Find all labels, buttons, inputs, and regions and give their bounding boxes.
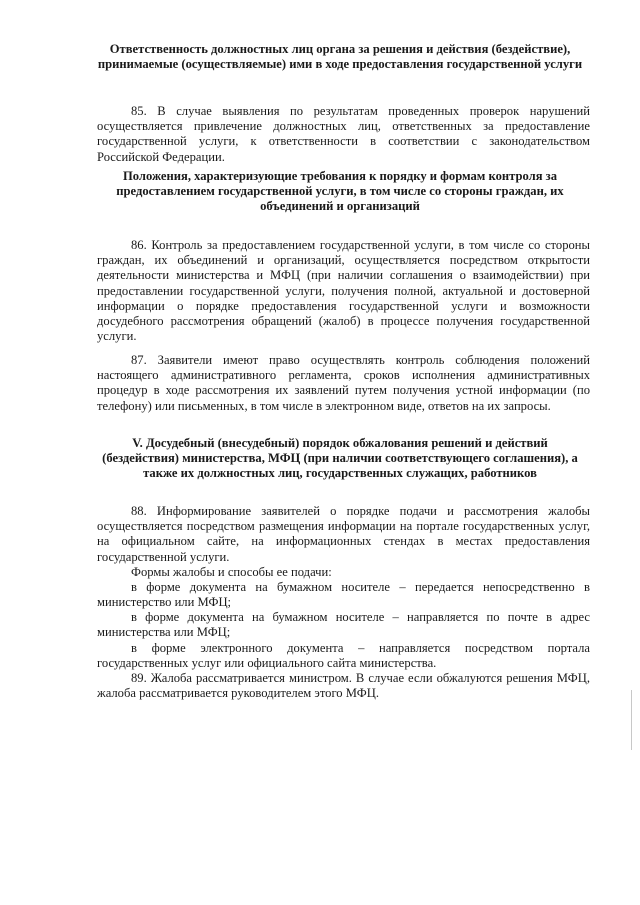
complaint-form-item: в форме документа на бумажном носителе – направляется по почте в адрес министерства или МФЦ; bbox=[97, 610, 590, 640]
section-heading-responsibility: Ответственность должностных лиц органа за решения и действия (бездействие), принимаемые (осуществляемые) ими в ходе предоставления государственной услуги bbox=[97, 42, 583, 71]
complaint-forms-intro: Формы жалобы и способы ее подачи: bbox=[131, 565, 332, 579]
section-heading-control: Положения, характеризующие требования к порядку и формам контроля за предоставлением государственной услуги, в том числе со стороны граждан, их объединений и организаций bbox=[116, 169, 564, 213]
paragraph-85: 85. В случае выявления по результатам проведенных проверок нарушений осуществляется привлечение должностных лиц, ответственных за предоставление государственной услуги, к ответственности в соответствии с законодательством Российской Федерации. bbox=[97, 104, 590, 164]
paragraph-89: 89. Жалоба рассматривается министром. В случае если обжалуются решения МФЦ, жалоба рассматривается руководителем этого МФЦ. bbox=[97, 671, 590, 701]
paragraph-88: 88. Информирование заявителей о порядке подачи и рассмотрения жалобы осуществляется посредством размещения информации на портале государственных услуг, на официальном сайте, на информационных стендах в местах предоставления государственной услуги. bbox=[97, 504, 590, 564]
section-heading-appeal: V. Досудебный (внесудебный) порядок обжалования решений и действий (бездействия) министерства, МФЦ (при наличии соответствующего соглашения), а также их должностных лиц, государственных служащих, работников bbox=[102, 436, 578, 480]
complaint-form-item: в форме документа на бумажном носителе – передается непосредственно в министерство или МФЦ; bbox=[97, 580, 590, 610]
scan-edge-mark bbox=[631, 690, 632, 750]
paragraph-86: 86. Контроль за предоставлением государственной услуги, в том числе со стороны граждан, их объединений и организаций, осуществляется посредством открытости деятельности министерства и МФЦ (при наличии соглашения о взаимодействии) при предоставлении государственной услуги, получения полной, актуальной и достоверной информации о порядке предоставления государственной услуги и возможности досудебного рассмотрения обращений (жалоб) в процессе получения государственной услуги. bbox=[97, 238, 590, 344]
complaint-form-item: в форме электронного документа – направляется посредством портала государственных услуг или официального сайта министерства. bbox=[97, 641, 590, 671]
paragraph-87: 87. Заявители имеют право осуществлять контроль соблюдения положений настоящего административного регламента, сроков исполнения административных процедур в ходе рассмотрения их заявлений путем получения устной информации (по телефону) или письменных, в том числе в электронном виде, ответов на их запросы. bbox=[97, 353, 590, 413]
